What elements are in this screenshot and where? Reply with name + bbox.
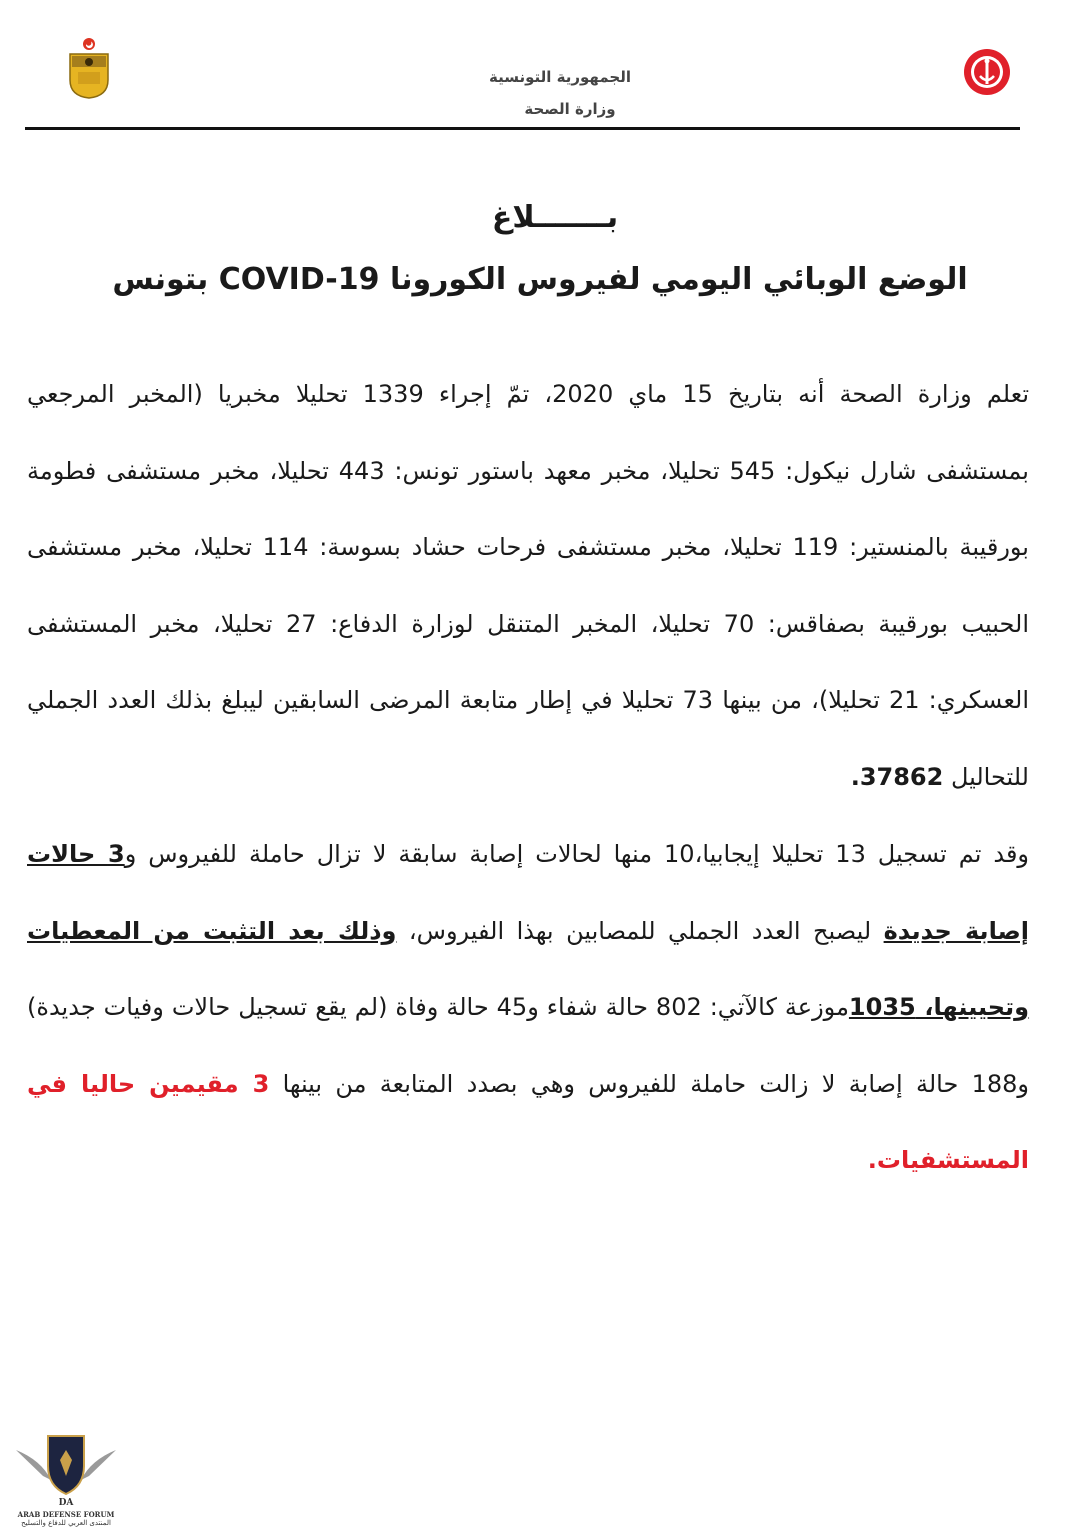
announcement-title: بـــــــلاغ: [491, 200, 619, 235]
ministry-name: وزارة الصحة: [524, 100, 616, 118]
cases-text-2: ليصبح العدد الجملي للمصابين بهذا الفيروس،: [396, 916, 884, 945]
health-ministry-logo-icon: [963, 48, 1011, 96]
header-divider: [25, 127, 1020, 130]
total-tests-value: 37862.: [850, 762, 944, 791]
cases-text-1: وقد تم تسجيل 13 تحليلا إيجابيا،10 منها لحالات إصابة سابقة لا تزال حاملة للفيروس و: [124, 840, 1030, 868]
cases-text-3: موزعة كالآتي: 802 حالة شفاء و45 حالة وفاة (لم يقع تسجيل حالات وفيات جديدة) و188 حالة إصابة لا زالت حاملة للفيروس وهي بصدد المتابعة من بينها: [27, 993, 1029, 1098]
document-header: [0, 0, 1080, 135]
announcement-subtitle: الوضع الوبائي اليومي لفيروس الكورونا COVID-19 بتونس: [112, 262, 968, 297]
total-cases-highlight: وذلك بعد التثبت من المعطيات وتحيينها، 1035: [27, 916, 1030, 1021]
forum-name-en: ARAB DEFENSE FORUM: [17, 1510, 115, 1519]
forum-watermark: [6, 1430, 126, 1527]
paragraph-tests: [27, 356, 1029, 815]
paragraph-tests-text: تعلم وزارة الصحة أنه بتاريخ 15 ماي 2020، تمّ إجراء 1339 تحليلا مخبريا (المخبر المرجعي بمستشفى شارل نيكول: 545 تحليلا، مخبر معهد باستور تونس: 443 تحليلا، مخبر مستشفى فطومة بورقيبة بالمنستير: 119 تحليلا، مخبر مستشفى فرحات حشاد بسوسة: 114 تحليلا، مخبر مستشفى الحبيب بورقيبة بصفاقس: 70 تحليلا، المخبر المتنقل لوزارة الدفاع: 27 تحليلا، مخبر المستشفى العسكري: 21 تحليلا)، من بينها 73 تحليلا في إطار متابعة المرضى السابقين ليبلغ بذلك العدد الجملي للتحاليل: [27, 380, 1030, 791]
forum-name-ar: المنتدى العربي للدفاع والتسليح: [21, 1519, 111, 1527]
forum-shield-icon: [6, 1430, 126, 1500]
paragraph-cases: [27, 816, 1029, 1199]
hospitalized-highlight: 3 مقيمين حاليا في المستشفيات.: [27, 1069, 1029, 1174]
new-cases-highlight: 3 حالات إصابة جديدة: [27, 840, 1029, 945]
country-name: الجمهورية التونسية: [489, 68, 631, 86]
forum-initials: DA: [58, 1498, 74, 1508]
